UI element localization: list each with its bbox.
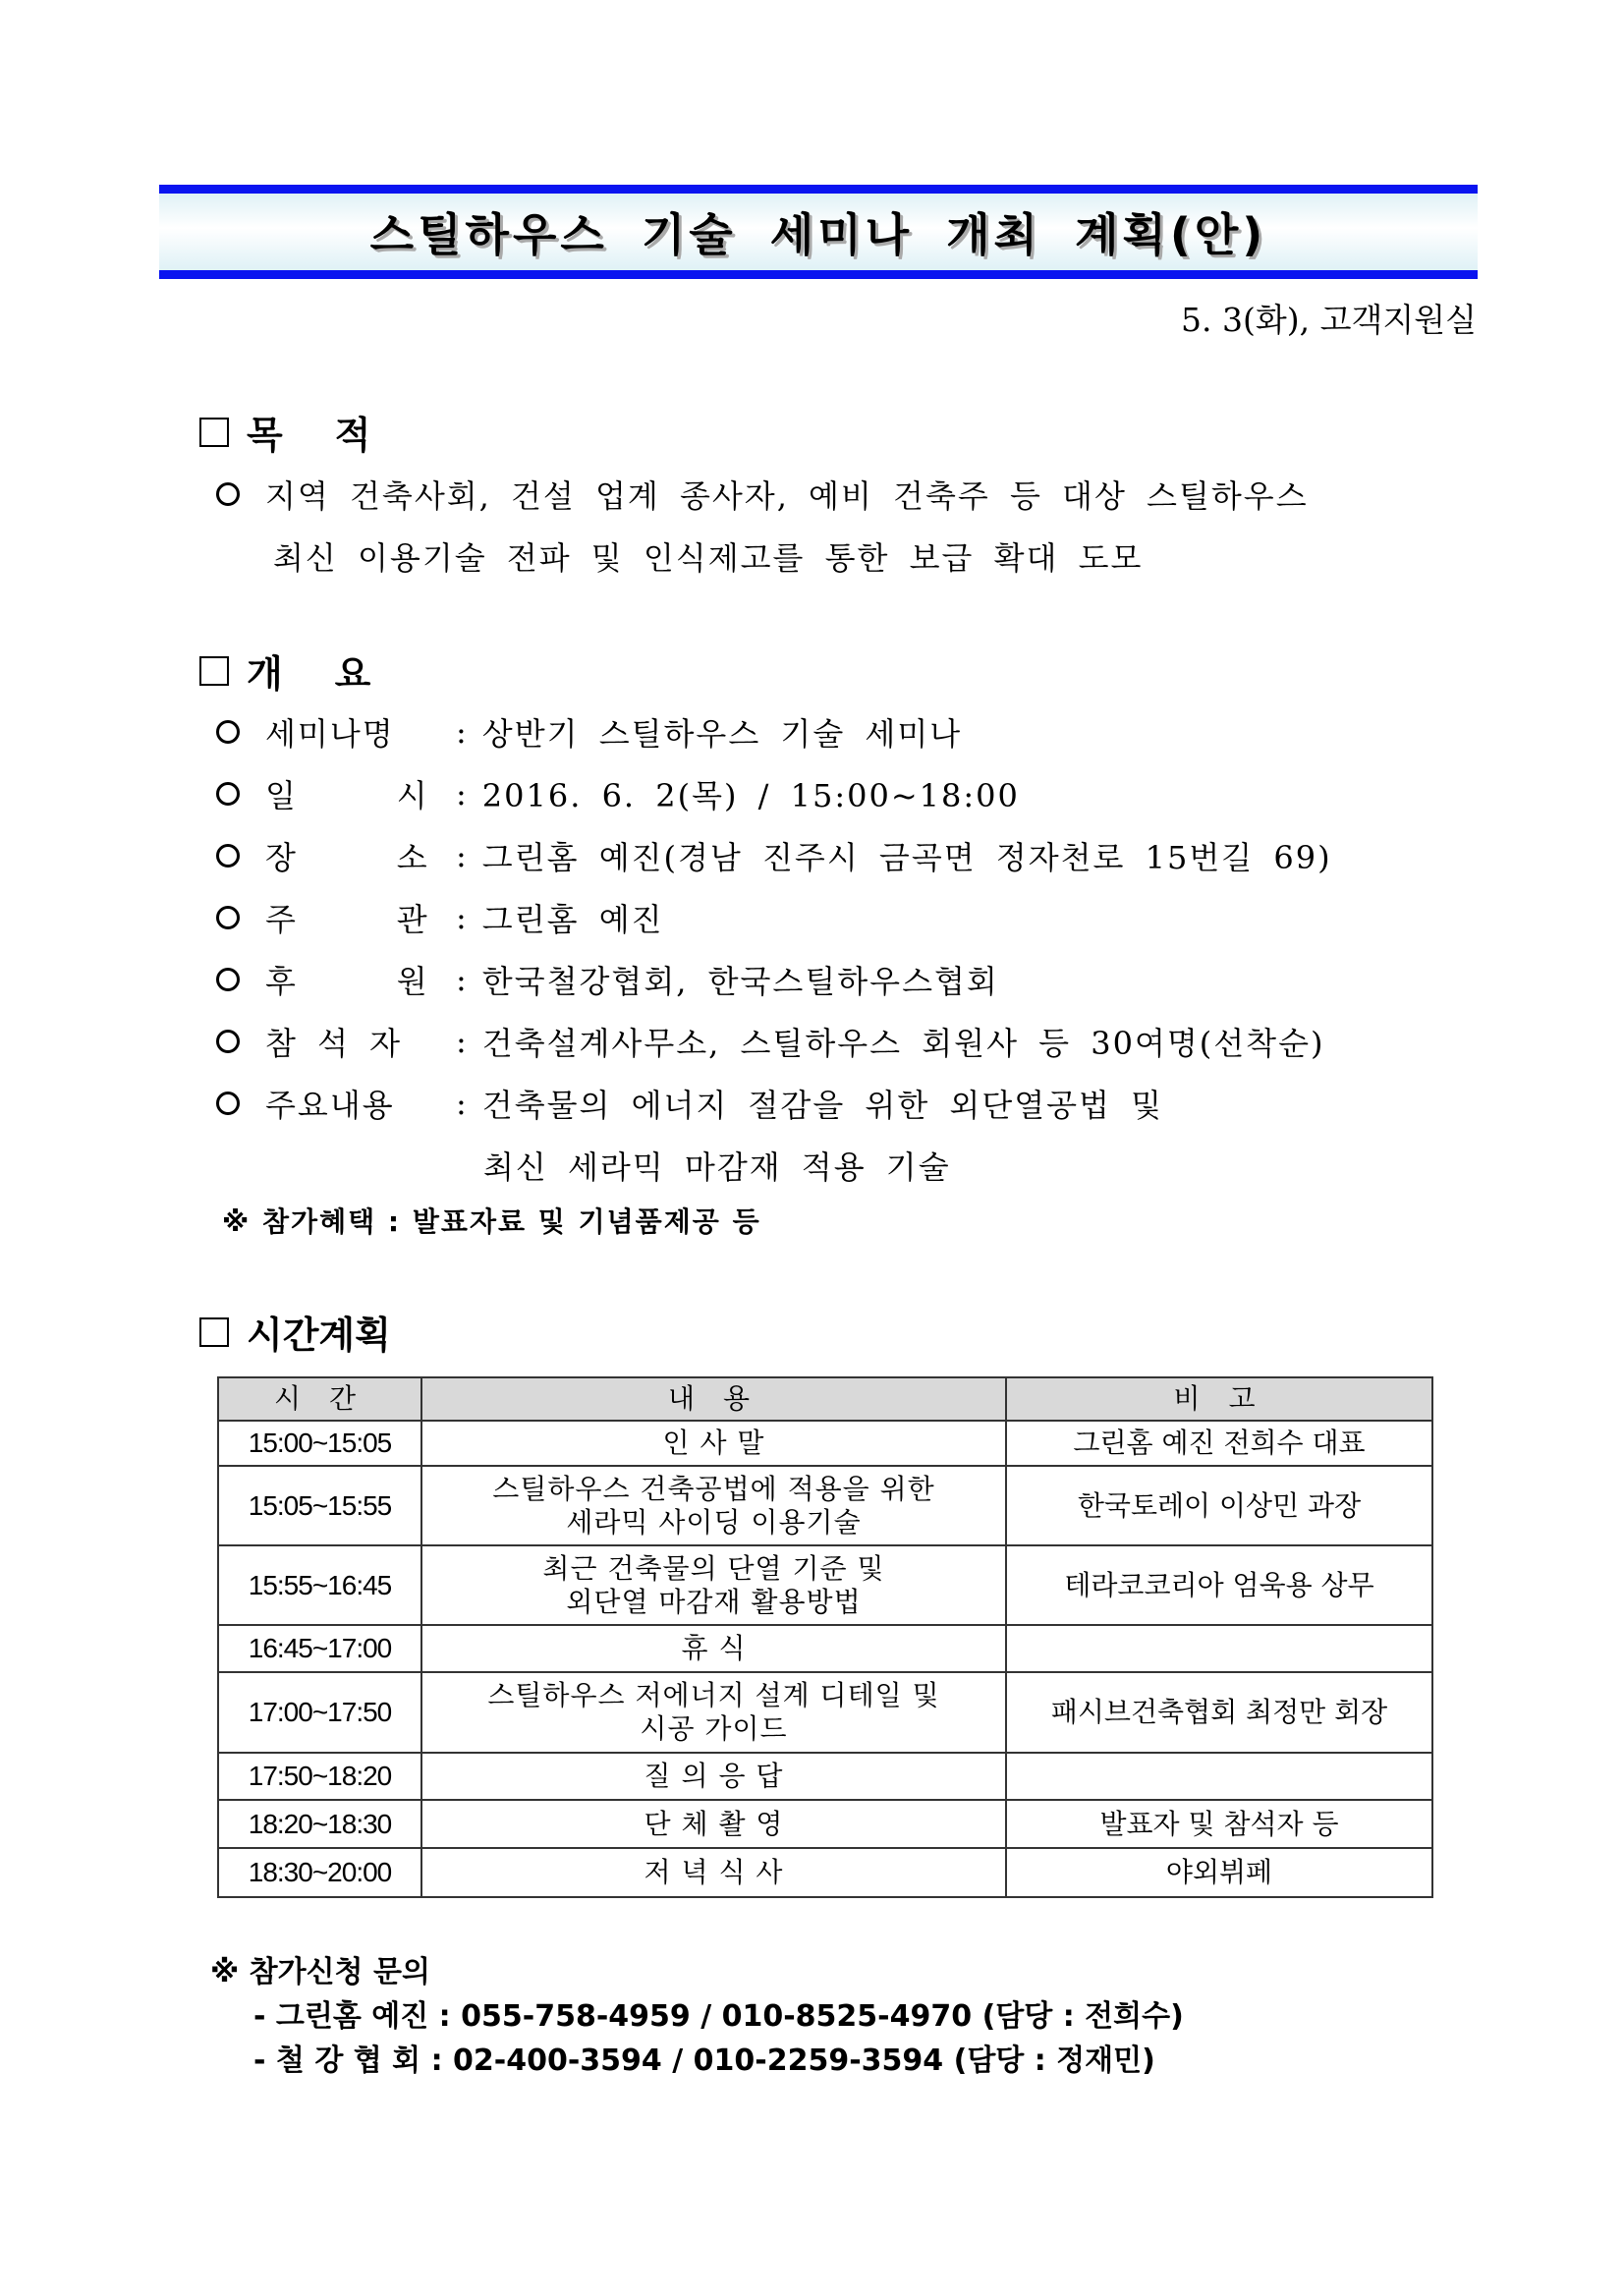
contact-line: - 철 강 협 회 : 02-400-3594 / 010-2259-3594 (담당 : 정재민) <box>253 2044 1155 2078</box>
colon: : <box>456 899 469 936</box>
section-purpose-heading: 목 적 <box>199 405 370 459</box>
purpose-bullet: 지역 건축사회, 건설 업계 종사자, 예비 건축주 등 대상 스틸하우스 <box>216 472 1309 517</box>
table-row <box>218 1421 1432 1466</box>
table-row <box>218 1800 1432 1848</box>
purpose-bullet-cont: 최신 이용기술 전파 및 인식제고를 통한 보급 확대 도모 <box>273 539 1144 577</box>
item-value: 건축물의 에너지 절감을 위한 외단열공법 및 <box>481 1087 1164 1124</box>
overview-item <box>216 1081 1163 1126</box>
colon: : <box>456 775 469 812</box>
item-label: 장 소 <box>265 839 429 876</box>
title-banner <box>159 185 1478 279</box>
cell-note: 패시브건축협회 최정만 회장 <box>1006 1672 1432 1753</box>
cell-note: 발표자 및 참석자 등 <box>1006 1800 1432 1848</box>
overview-item <box>216 1019 1324 1064</box>
cell-time: 16:45~17:00 <box>218 1625 421 1672</box>
date-place: 5. 3(화), 고객지원실 <box>1181 301 1477 339</box>
column-header-note: 비 고 <box>1006 1377 1432 1421</box>
circle-bullet-icon <box>216 906 240 929</box>
contact-line: - 그린홈 예진 : 055-758-4959 / 010-8525-4970 (담당 : 전희수) <box>253 1999 1184 2034</box>
item-label: 세미나명 <box>265 715 395 753</box>
cell-content: 스틸하우스 건축공법에 적용을 위한 세라믹 사이딩 이용기술 <box>421 1466 1006 1545</box>
cell-time: 15:55~16:45 <box>218 1545 421 1625</box>
overview-item <box>216 833 1332 878</box>
checkbox-square-icon <box>199 418 229 447</box>
circle-bullet-icon <box>216 782 240 806</box>
cell-time: 15:05~15:55 <box>218 1466 421 1545</box>
item-value: 상반기 스틸하우스 기술 세미나 <box>481 715 963 753</box>
overview-item <box>216 709 962 755</box>
colon: : <box>456 961 469 998</box>
section-schedule-heading: 시간계획 <box>199 1305 391 1359</box>
checkbox-square-icon <box>199 1317 229 1347</box>
cell-content: 스틸하우스 저에너지 설계 디테일 및 시공 가이드 <box>421 1672 1006 1753</box>
circle-bullet-icon <box>216 482 240 506</box>
colon: : <box>456 837 469 874</box>
column-header-time: 시 간 <box>218 1377 421 1421</box>
cell-note: 야외뷔페 <box>1006 1848 1432 1897</box>
table-row <box>218 1625 1432 1672</box>
table-row <box>218 1545 1432 1625</box>
cell-content: 단 체 촬 영 <box>421 1800 1006 1848</box>
item-label: 일 시 <box>265 777 429 814</box>
item-label: 주 관 <box>265 901 429 938</box>
cell-time: 18:30~20:00 <box>218 1848 421 1897</box>
overview-item <box>216 771 1020 816</box>
table-row <box>218 1466 1432 1545</box>
document-title: 스틸하우스 기술 세미나 개최 계획(안) <box>369 208 1267 261</box>
item-value: 건축설계사무소, 스틸하우스 회원사 등 30여명(선착순) <box>481 1025 1325 1062</box>
cell-note: 그린홈 예진 전희수 대표 <box>1006 1421 1432 1466</box>
circle-bullet-icon <box>216 720 240 744</box>
item-label: 주요내용 <box>265 1087 395 1124</box>
cell-content: 휴 식 <box>421 1625 1006 1672</box>
item-value: 그린홈 예진 <box>481 901 664 938</box>
cell-note: 테라코코리아 엄욱용 상무 <box>1006 1545 1432 1625</box>
overview-item <box>216 895 664 940</box>
cell-time: 17:00~17:50 <box>218 1672 421 1753</box>
overview-item <box>216 957 999 1002</box>
contact-heading: ※ 참가신청 문의 <box>210 1955 430 1989</box>
circle-bullet-icon <box>216 968 240 991</box>
circle-bullet-icon <box>216 1092 240 1115</box>
cell-time: 17:50~18:20 <box>218 1753 421 1800</box>
section-overview-heading: 개 요 <box>199 644 370 698</box>
cell-content: 저 녁 식 사 <box>421 1848 1006 1897</box>
cell-time: 15:00~15:05 <box>218 1421 421 1466</box>
overview-content-cont: 최신 세라믹 마감재 적용 기술 <box>483 1148 951 1186</box>
item-label: 후 원 <box>265 963 429 1000</box>
colon: : <box>456 713 469 751</box>
cell-note: 한국토레이 이상민 과장 <box>1006 1466 1432 1545</box>
item-label: 참 석 자 <box>265 1025 403 1062</box>
colon: : <box>456 1085 469 1122</box>
colon: : <box>456 1023 469 1060</box>
item-value: 2016. 6. 2(목) / 15:00~18:00 <box>481 777 1020 814</box>
cell-content: 최근 건축물의 단열 기준 및 외단열 마감재 활용방법 <box>421 1545 1006 1625</box>
cell-note <box>1006 1625 1432 1672</box>
table-row <box>218 1848 1432 1897</box>
cell-content: 인 사 말 <box>421 1421 1006 1466</box>
table-row <box>218 1672 1432 1753</box>
benefit-note: ※ 참가혜택 : 발표자료 및 기념품제공 등 <box>222 1205 761 1238</box>
cell-time: 18:20~18:30 <box>218 1800 421 1848</box>
schedule-table <box>217 1376 1433 1898</box>
column-header-content: 내 용 <box>421 1377 1006 1421</box>
cell-note <box>1006 1753 1432 1800</box>
table-row <box>218 1753 1432 1800</box>
item-value: 한국철강협회, 한국스틸하우스협회 <box>481 963 999 1000</box>
cell-content: 질 의 응 답 <box>421 1753 1006 1800</box>
item-value: 그린홈 예진(경남 진주시 금곡면 정자천로 15번길 69) <box>481 839 1332 876</box>
circle-bullet-icon <box>216 844 240 868</box>
circle-bullet-icon <box>216 1030 240 1053</box>
checkbox-square-icon <box>199 656 229 686</box>
